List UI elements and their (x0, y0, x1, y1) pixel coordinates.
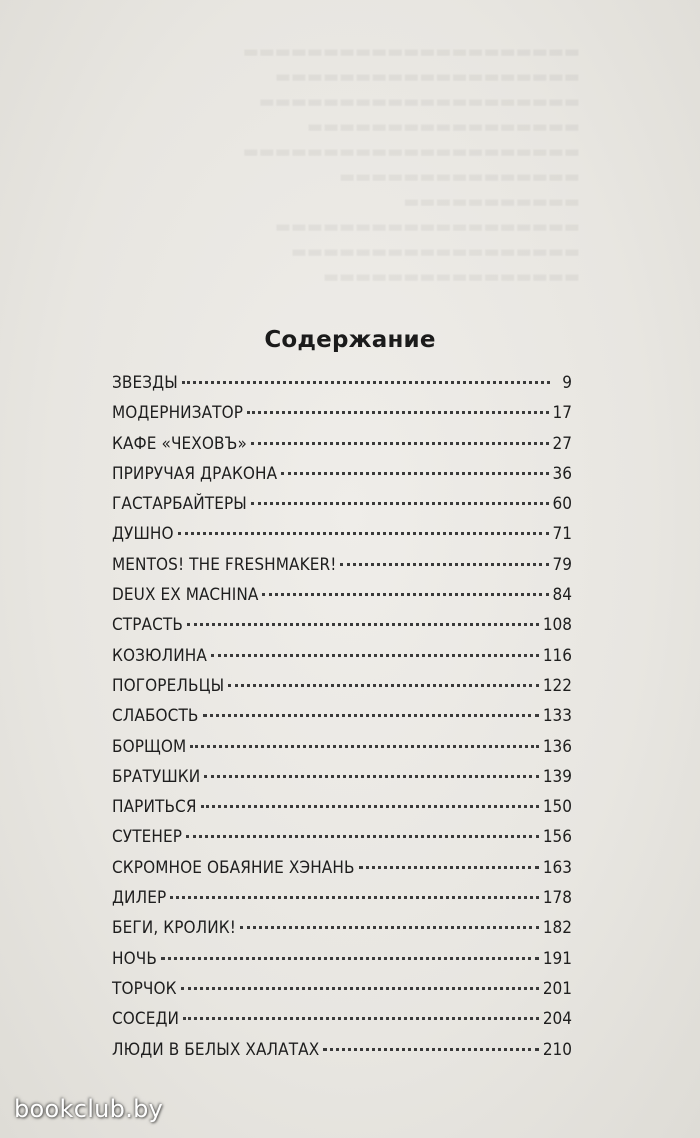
dot-leader (187, 623, 539, 626)
toc-entry-title: СУТЕНЕР (112, 827, 183, 848)
dot-leader (340, 563, 548, 566)
toc-entry-title: ТОРЧОК (112, 978, 177, 999)
toc-entry (112, 827, 572, 857)
toc-entry (112, 888, 572, 918)
toc-entry-title: ДУШНО (112, 524, 174, 545)
toc-entry (112, 949, 572, 979)
toc-entry-title: ЛЮДИ В БЕЛЫХ ХАЛАТАХ (112, 1039, 320, 1060)
toc-entry-page-number: 136 (542, 736, 572, 757)
toc-entry-page-number: 60 (552, 494, 572, 515)
dot-leader (251, 502, 549, 505)
toc-entry-page-number: 108 (542, 615, 572, 636)
toc-entry (112, 1009, 572, 1039)
dot-leader (204, 775, 539, 778)
toc-entry (112, 676, 572, 706)
toc-entry-title: DEUX EX MACHINA (112, 585, 259, 606)
page-title: Содержание (264, 327, 436, 354)
toc-entry-page-number: 17 (552, 403, 572, 424)
toc-entry-page-number: 204 (542, 1009, 572, 1030)
dot-leader (161, 957, 539, 960)
toc-entry-title: КАФЕ «ЧЕХОВЪ» (112, 433, 247, 454)
dot-leader (178, 532, 549, 535)
dot-leader (323, 1048, 539, 1051)
toc-entry-page-number: 163 (542, 857, 572, 878)
toc-entry-page-number: 116 (542, 645, 572, 666)
dot-leader (182, 381, 550, 384)
dot-leader (228, 684, 539, 687)
toc-entry-title: СЛАБОСТЬ (112, 706, 199, 727)
toc-entry-page-number: 191 (542, 948, 572, 969)
toc-entry-title: НОЧЬ (112, 948, 157, 969)
toc-entry-title: MENTOS! THE FRESHMAKER! (112, 554, 337, 575)
dot-leader (190, 745, 538, 748)
toc-entry-title: СТРАСТЬ (112, 615, 183, 636)
toc-entry (112, 585, 572, 615)
dot-leader (359, 866, 539, 869)
toc-entry-page-number: 122 (542, 675, 572, 696)
toc-entry-title: ГАСТАРБАЙТЕРЫ (112, 494, 247, 515)
toc-entry-title: ПРИРУЧАЯ ДРАКОНА (112, 463, 278, 484)
toc-entry-title: ПАРИТЬСЯ (112, 797, 197, 818)
dot-leader (247, 411, 548, 414)
toc-entry (112, 979, 572, 1009)
toc-entry (112, 918, 572, 948)
toc-entry (112, 797, 572, 827)
toc-entry-title: ЗВЕЗДЫ (112, 373, 178, 393)
dot-leader (262, 593, 548, 596)
toc-entry (112, 464, 572, 494)
toc-entry-title: СКРОМНОЕ ОБАЯНИЕ ХЭНАНЬ (112, 857, 355, 878)
toc-entry-page-number: 9 (562, 373, 572, 393)
toc-entry (112, 767, 572, 797)
toc-entry (112, 706, 572, 736)
toc-entry (112, 373, 572, 403)
toc-entry-title: ПОГОРЕЛЬЦЫ (112, 675, 225, 696)
toc-entry (112, 555, 572, 585)
toc-entry-page-number: 182 (542, 918, 572, 939)
toc-entry-title: БОРЩОМ (112, 736, 187, 757)
toc-entry-page-number: 84 (552, 585, 572, 606)
toc-entry-page-number: 150 (542, 797, 572, 818)
dot-leader (251, 442, 549, 445)
dot-leader (201, 805, 539, 808)
toc-entry (112, 858, 572, 888)
toc-entry-page-number: 79 (552, 554, 572, 575)
dot-leader (183, 1017, 539, 1020)
dot-leader (181, 987, 539, 990)
dot-leader (240, 926, 539, 929)
bleed-through-texture: ▬▬▬▬▬▬▬▬▬▬▬▬▬▬▬▬▬▬▬▬▬ ▬▬▬▬▬▬▬▬▬▬▬▬▬▬▬▬▬▬▬ ▬▬▬▬▬▬▬▬▬▬▬▬▬▬▬▬▬▬▬▬ ▬▬▬▬▬▬▬▬▬▬▬▬▬▬▬▬▬ ▬▬▬▬▬▬▬▬▬▬▬▬▬▬▬▬▬▬▬▬▬ ▬▬▬▬▬▬▬▬▬▬▬▬▬▬▬ ▬▬▬▬▬▬▬▬▬▬▬ ▬▬▬▬▬▬▬▬▬▬▬▬▬▬▬▬▬▬▬ ▬▬▬▬▬▬▬▬▬▬▬▬▬▬▬▬▬▬ ▬▬▬▬▬▬▬▬▬▬▬▬▬▬▬▬ (242, 42, 580, 287)
toc-entry-page-number: 133 (542, 706, 572, 727)
toc-entry-title: МОДЕРНИЗАТОР (112, 403, 244, 424)
site-watermark: bookclub.by (14, 1095, 164, 1123)
toc-entry (112, 737, 572, 767)
toc-entry-page-number: 210 (542, 1039, 572, 1060)
toc-entry (112, 524, 572, 554)
toc-entry-page-number: 201 (542, 978, 572, 999)
toc-entry-title: БЕГИ, КРОЛИК! (112, 918, 236, 939)
dot-leader (211, 654, 539, 657)
toc-entry (112, 646, 572, 676)
toc-entry-title: КОЗЮЛИНА (112, 645, 207, 666)
dot-leader (281, 472, 548, 475)
dot-leader (186, 835, 539, 838)
toc-entry (112, 434, 572, 464)
toc-entry-title: СОСЕДИ (112, 1009, 180, 1030)
table-of-contents (112, 373, 572, 1070)
toc-entry-page-number: 156 (542, 827, 572, 848)
dot-leader (170, 896, 539, 899)
toc-entry-page-number: 139 (542, 766, 572, 787)
toc-entry-title: БРАТУШКИ (112, 766, 201, 787)
toc-entry (112, 1040, 572, 1070)
toc-entry (112, 494, 572, 524)
dot-leader (203, 714, 539, 717)
toc-entry-page-number: 27 (552, 433, 572, 454)
toc-entry-title: ДИЛЕР (112, 888, 167, 909)
toc-entry-page-number: 36 (552, 463, 572, 484)
toc-entry (112, 615, 572, 645)
toc-entry-page-number: 178 (542, 888, 572, 909)
toc-entry (112, 403, 572, 433)
toc-entry-page-number: 71 (552, 524, 572, 545)
